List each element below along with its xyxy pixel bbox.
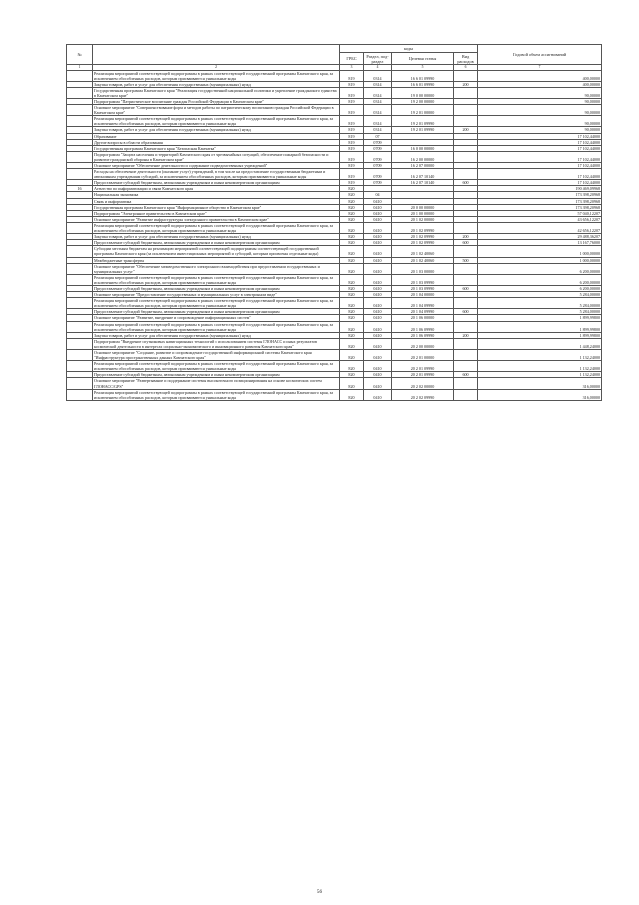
- cell-razdel: 0410: [364, 234, 392, 240]
- cell-amount: 13 167,76000: [478, 240, 602, 246]
- cell-razdel: 0410: [364, 257, 392, 263]
- cell-description: Межбюджетные трансферты: [93, 257, 340, 263]
- cell-number: [67, 222, 93, 233]
- cell-grbs: 819: [340, 81, 364, 87]
- cell-description: Закупка товаров, работ и услуг для обеспечения государственных (муниципальных) нужд: [93, 332, 340, 338]
- cell-grbs: 820: [340, 372, 364, 378]
- cell-target-article: 19 2 00 00000: [392, 98, 454, 104]
- cell-amount: 400,00000: [478, 70, 602, 81]
- cell-description: Подпрограмма "Патриотическое воспитание граждан Российской Федерации в Камчатском крае": [93, 98, 340, 104]
- cell-number: [67, 378, 93, 389]
- cell-razdel: 0410: [364, 378, 392, 389]
- cell-number: [67, 70, 93, 81]
- cell-target-article: 20 2 02 09990: [392, 389, 454, 400]
- cell-number: [67, 246, 93, 257]
- cell-grbs: 820: [340, 361, 364, 372]
- cell-target-article: 20 1 03 09990: [392, 285, 454, 291]
- cell-description: Основное мероприятие "Обеспечение межведомственного электронного взаимодействия при предоставлении государственных и муниципальных услуг": [93, 263, 340, 274]
- cell-amount: 173 398,20968: [478, 192, 602, 198]
- cell-description: Образование: [93, 133, 340, 139]
- cell-description: Государственная программа Камчатского края "Безопасная Камчатка": [93, 145, 340, 151]
- cell-number: [67, 116, 93, 127]
- cell-description: Реализация мероприятий соответствующей подпрограммы в рамках соответствующей государственной программы Камчатского края, за исключением обособленных расходов, которым присваиваются уникальные коды: [93, 274, 340, 285]
- cell-description: Предоставление субсидий бюджетным, автономным учреждениям и иным некоммерческим организациям: [93, 372, 340, 378]
- cell-razdel: 0410: [364, 315, 392, 321]
- cell-target-article: 20 1 02 00000: [392, 216, 454, 222]
- table-row: [67, 338, 602, 349]
- cell-expense-type: 200: [454, 127, 478, 133]
- cell-target-article: 20 2 00 00000: [392, 338, 454, 349]
- cell-number: [67, 263, 93, 274]
- cell-amount: 173 398,20968: [478, 204, 602, 210]
- cell-target-article: 20 2 01 09990: [392, 372, 454, 378]
- cell-target-article: 16 6 01 09990: [392, 70, 454, 81]
- cell-target-article: 20 1 03 00000: [392, 263, 454, 274]
- cell-expense-type: [454, 378, 478, 389]
- cell-grbs: 819: [340, 70, 364, 81]
- cell-expense-type: [454, 222, 478, 233]
- cell-amount: 6 200,00000: [478, 285, 602, 291]
- cell-razdel: 0410: [364, 246, 392, 257]
- cell-number: [67, 151, 93, 162]
- cell-target-article: 16 2 00 00000: [392, 151, 454, 162]
- cell-amount: 1 899,99800: [478, 321, 602, 332]
- cell-description: Предоставление субсидий бюджетным, автономным учреждениям и иным некоммерческим организациям: [93, 180, 340, 186]
- cell-grbs: 820: [340, 192, 364, 198]
- cell-amount: 57 040,12207: [478, 210, 602, 216]
- cell-amount: 1 448,24000: [478, 338, 602, 349]
- cell-amount: 6 200,00000: [478, 263, 602, 274]
- cell-amount: 17 102,44000: [478, 145, 602, 151]
- cell-amount: 400,00000: [478, 81, 602, 87]
- cell-razdel: 0314: [364, 98, 392, 104]
- cell-description: Основное мероприятие "Развитие инфраструктуры электронного правительства в Камчатском крае": [93, 216, 340, 222]
- cell-expense-type: 600: [454, 309, 478, 315]
- cell-target-article: 20 1 02 09990: [392, 222, 454, 233]
- cell-expense-type: [454, 350, 478, 361]
- cell-razdel: 0314: [364, 81, 392, 87]
- column-number: 3: [340, 65, 364, 71]
- cell-expense-type: [454, 116, 478, 127]
- cell-expense-type: [454, 389, 478, 400]
- cell-amount: 1 899,99800: [478, 332, 602, 338]
- cell-amount: 6 200,00000: [478, 274, 602, 285]
- cell-description: Подпрограмма "Защита населения и территорий Камчатского края от чрезвычайных ситуаций, обеспечение пожарной безопасности и развитие гражданской обороны в Камчатском крае": [93, 151, 340, 162]
- cell-expense-type: 600: [454, 285, 478, 291]
- cell-razdel: 0410: [364, 204, 392, 210]
- cell-description: Основное мероприятие "Развитие, внедрение и сопровождение информационных систем": [93, 315, 340, 321]
- cell-target-article: 16 2 07 10140: [392, 169, 454, 180]
- cell-expense-type: [454, 361, 478, 372]
- cell-number: [67, 321, 93, 332]
- cell-description: Предоставление субсидий бюджетным, автономным учреждениям и иным некоммерческим организациям: [93, 285, 340, 291]
- cell-expense-type: [454, 151, 478, 162]
- cell-razdel: 0410: [364, 240, 392, 246]
- cell-razdel: 0410: [364, 292, 392, 298]
- cell-grbs: 819: [340, 145, 364, 151]
- header-name: [93, 45, 340, 65]
- cell-description: Реализация мероприятий соответствующей подпрограммы в рамках соответствующей государственной программы Камчатского края, за исключением обособленных расходов, которым присваиваются уникальные коды: [93, 222, 340, 233]
- table-row: [67, 274, 602, 285]
- cell-razdel: 0410: [364, 298, 392, 309]
- cell-amount: 17 102,44000: [478, 151, 602, 162]
- cell-grbs: 820: [340, 263, 364, 274]
- cell-target-article: 20 2 01 09990: [392, 361, 454, 372]
- cell-razdel: 0410: [364, 216, 392, 222]
- cell-amount: 1 899,99800: [478, 315, 602, 321]
- table-row: [67, 298, 602, 309]
- cell-razdel: 0709: [364, 145, 392, 151]
- cell-target-article: 20 0 00 00000: [392, 204, 454, 210]
- cell-expense-type: [454, 87, 478, 98]
- cell-expense-type: 200: [454, 332, 478, 338]
- cell-target-article: 20 1 02 09990: [392, 234, 454, 240]
- cell-number: [67, 338, 93, 349]
- cell-expense-type: [454, 274, 478, 285]
- cell-razdel: 0709: [364, 139, 392, 145]
- cell-amount: 29 488,36207: [478, 234, 602, 240]
- cell-grbs: 820: [340, 204, 364, 210]
- cell-number: [67, 274, 93, 285]
- cell-amount: 90,00000: [478, 87, 602, 98]
- cell-description: Субсидии местным бюджетам на реализацию мероприятий соответствующей подпрограммы соответствующей государственной программы Камчатского края (за исключением инвестиционных мероприятий и субсидий, которым присвоены отдельные коды): [93, 246, 340, 257]
- cell-razdel: 0410: [364, 263, 392, 274]
- cell-razdel: 0314: [364, 116, 392, 127]
- cell-amount: 90,00000: [478, 116, 602, 127]
- cell-amount: 1 132,24000: [478, 372, 602, 378]
- cell-description: Основное мероприятие "Предоставление государственных и муниципальных услуг в электронном виде": [93, 292, 340, 298]
- table-row: [67, 151, 602, 162]
- cell-razdel: 0410: [364, 361, 392, 372]
- cell-grbs: 820: [340, 350, 364, 361]
- cell-razdel: 07: [364, 133, 392, 139]
- table-row: [67, 116, 602, 127]
- cell-amount: 5 284,00000: [478, 309, 602, 315]
- cell-description: Предоставление субсидий бюджетным, автономным учреждениям и иным некоммерческим организациям: [93, 240, 340, 246]
- cell-razdel: 0410: [364, 198, 392, 204]
- cell-number: [67, 361, 93, 372]
- cell-description: Реализация мероприятий соответствующей подпрограммы в рамках соответствующей государственной программы Камчатского края, за исключением обособленных расходов, которым присваиваются уникальные коды: [93, 298, 340, 309]
- cell-grbs: 820: [340, 315, 364, 321]
- cell-target-article: 20 2 01 00000: [392, 350, 454, 361]
- cell-grbs: 820: [340, 234, 364, 240]
- table-row: [67, 70, 602, 81]
- cell-description: Реализация мероприятий соответствующей подпрограммы в рамках соответствующей государственной программы Камчатского края, за исключением обособленных расходов, которым присваиваются уникальные коды: [93, 321, 340, 332]
- budget-table-sheet: [66, 44, 601, 401]
- cell-razdel: 0410: [364, 222, 392, 233]
- table-row: [67, 389, 602, 400]
- cell-expense-type: 200: [454, 81, 478, 87]
- cell-target-article: 20 1 06 00000: [392, 315, 454, 321]
- header-volume: Годовой объем ассигнований: [478, 45, 602, 65]
- cell-grbs: 820: [340, 321, 364, 332]
- cell-description: Закупка товаров, работ и услуг для обеспечения государственных (муниципальных) нужд: [93, 81, 340, 87]
- cell-grbs: 819: [340, 105, 364, 116]
- table-row: [67, 361, 602, 372]
- cell-target-article: 16 0 00 00000: [392, 145, 454, 151]
- cell-razdel: 04: [364, 192, 392, 198]
- cell-grbs: 819: [340, 116, 364, 127]
- cell-expense-type: [454, 246, 478, 257]
- cell-description: Подпрограмма "Электронное правительство в Камчатском крае": [93, 210, 340, 216]
- cell-amount: 5 284,00000: [478, 292, 602, 298]
- cell-target-article: 16 2 07 10140: [392, 180, 454, 186]
- cell-target-article: 20 1 02 40060: [392, 246, 454, 257]
- cell-grbs: 820: [340, 274, 364, 285]
- cell-target-article: 19 2 01 00000: [392, 105, 454, 116]
- cell-amount: 90,00000: [478, 98, 602, 104]
- table-row: [67, 350, 602, 361]
- cell-amount: 5 284,00000: [478, 298, 602, 309]
- cell-amount: 90,00000: [478, 105, 602, 116]
- cell-grbs: 820: [340, 292, 364, 298]
- cell-grbs: 819: [340, 133, 364, 139]
- cell-razdel: 0410: [364, 372, 392, 378]
- cell-description: Основное мероприятие "Обеспечение деятельности и содержание подведомственных учреждений": [93, 163, 340, 169]
- cell-grbs: 819: [340, 139, 364, 145]
- cell-target-article: 20 1 04 09990: [392, 298, 454, 309]
- cell-number: [67, 169, 93, 180]
- cell-razdel: 0410: [364, 321, 392, 332]
- column-number: 6: [454, 65, 478, 71]
- cell-grbs: 820: [340, 198, 364, 204]
- header-razdel: Раздел, под-раздел: [364, 53, 392, 65]
- cell-number: [67, 389, 93, 400]
- cell-razdel: 0709: [364, 180, 392, 186]
- cell-amount: 90,00000: [478, 127, 602, 133]
- cell-description: Закупка товаров, работ и услуг для обеспечения государственных (муниципальных) нужд: [93, 234, 340, 240]
- cell-grbs: 819: [340, 127, 364, 133]
- cell-amount: 17 102,44000: [478, 180, 602, 186]
- cell-razdel: 0314: [364, 70, 392, 81]
- cell-target-article: 20 2 02 00000: [392, 378, 454, 389]
- cell-expense-type: [454, 338, 478, 349]
- table-header: [67, 45, 602, 71]
- cell-grbs: 819: [340, 163, 364, 169]
- cell-expense-type: 600: [454, 180, 478, 186]
- cell-target-article: 20 1 03 09990: [392, 274, 454, 285]
- cell-razdel: 0410: [364, 389, 392, 400]
- cell-razdel: 0410: [364, 285, 392, 291]
- table-row: [67, 321, 602, 332]
- column-number: 7: [478, 65, 602, 71]
- table-row: [67, 263, 602, 274]
- cell-expense-type: [454, 263, 478, 274]
- cell-description: Связь и информатика: [93, 198, 340, 204]
- table-row: [67, 378, 602, 389]
- cell-grbs: 820: [340, 210, 364, 216]
- budget-table: [66, 44, 602, 401]
- cell-expense-type: [454, 321, 478, 332]
- cell-expense-type: [454, 105, 478, 116]
- cell-razdel: 0410: [364, 274, 392, 285]
- cell-description: Подпрограмма "Внедрение спутниковых навигационных технологий с использованием системы ГЛОНАСС и иных результатов космической деятельности в интересах социально-экономического и инновационного развития Камчатского края": [93, 338, 340, 349]
- cell-expense-type: 600: [454, 240, 478, 246]
- column-number: 5: [392, 65, 454, 71]
- cell-expense-type: [454, 169, 478, 180]
- cell-razdel: 0314: [364, 127, 392, 133]
- cell-razdel: 0314: [364, 87, 392, 98]
- cell-target-article: 20 1 06 09990: [392, 332, 454, 338]
- cell-amount: 17 102,44000: [478, 163, 602, 169]
- cell-description: Агентство по информатизации и связи Камчатского края: [93, 186, 340, 192]
- cell-number: [67, 105, 93, 116]
- column-number: 4: [364, 65, 392, 71]
- cell-grbs: 820: [340, 338, 364, 349]
- cell-number: [67, 298, 93, 309]
- cell-razdel: 0314: [364, 105, 392, 116]
- cell-expense-type: 200: [454, 234, 478, 240]
- cell-description: Основное мероприятие "Развертывание и поддержание системы высокоточного позиционирования на основе космических систем ГЛОНАСС/GPS": [93, 378, 340, 389]
- cell-amount: 43 656,12207: [478, 216, 602, 222]
- cell-amount: 190 469,09968: [478, 186, 602, 192]
- cell-amount: 316,00000: [478, 389, 602, 400]
- header-csr: Целевая статья: [392, 53, 454, 65]
- cell-description: Расходы на обеспечение деятельности (оказание услуг) учреждений, в том числе на предоставление государственным бюджетным и автономным учреждениям субсидий, за исключением обособленных расходов, которым присваиваются уникальные коды: [93, 169, 340, 180]
- cell-target-article: 20 1 00 00000: [392, 210, 454, 216]
- cell-amount: 173 398,20968: [478, 198, 602, 204]
- cell-description: Государственная программа Камчатского края "Реализация государственной национальной политики и укрепление гражданского единства в Камчатском крае": [93, 87, 340, 98]
- cell-description: Реализация мероприятий соответствующей подпрограммы в рамках соответствующей государственной программы Камчатского края, за исключением обособленных расходов, которым присваиваются уникальные коды: [93, 116, 340, 127]
- table-row: [67, 169, 602, 180]
- cell-grbs: 820: [340, 240, 364, 246]
- cell-razdel: 0410: [364, 350, 392, 361]
- cell-expense-type: [454, 298, 478, 309]
- cell-grbs: 820: [340, 222, 364, 233]
- cell-grbs: 819: [340, 169, 364, 180]
- cell-description: Другие вопросы в области образования: [93, 139, 340, 145]
- cell-amount: 17 102,44000: [478, 169, 602, 180]
- cell-description: Предоставление субсидий бюджетным, автономным учреждениям и иным некоммерческим организациям: [93, 309, 340, 315]
- cell-amount: 17 102,44000: [478, 133, 602, 139]
- cell-amount: 1 132,24000: [478, 350, 602, 361]
- cell-target-article: 16 2 07 00000: [392, 163, 454, 169]
- cell-razdel: 0410: [364, 332, 392, 338]
- cell-amount: 42 656,12207: [478, 222, 602, 233]
- cell-number: [67, 350, 93, 361]
- cell-razdel: 0709: [364, 163, 392, 169]
- cell-razdel: 0709: [364, 169, 392, 180]
- cell-grbs: 819: [340, 98, 364, 104]
- cell-description: Реализация мероприятий соответствующей подпрограммы в рамках соответствующей государственной программы Камчатского края, за исключением обособленных расходов, которым присваиваются уникальные коды: [93, 389, 340, 400]
- cell-target-article: 20 1 02 40060: [392, 257, 454, 263]
- header-num: №: [67, 45, 93, 65]
- header-codes: коды: [340, 45, 478, 53]
- header-vid: Вид расходов: [454, 53, 478, 65]
- page-number: 56: [316, 889, 323, 895]
- cell-grbs: 820: [340, 298, 364, 309]
- cell-grbs: 819: [340, 180, 364, 186]
- cell-amount: 1 000,00000: [478, 246, 602, 257]
- cell-description: Государственная программа Камчатского края "Информационное общество в Камчатском крае": [93, 204, 340, 210]
- cell-target-article: 19 2 01 09990: [392, 116, 454, 127]
- table-row: [67, 105, 602, 116]
- cell-amount: 17 102,44000: [478, 139, 602, 145]
- cell-description: Закупка товаров, работ и услуг для обеспечения государственных (муниципальных) нужд: [93, 127, 340, 133]
- column-number: 1: [67, 65, 93, 71]
- cell-number: 16: [67, 186, 93, 192]
- cell-grbs: 820: [340, 332, 364, 338]
- header-grbs: ГРБС: [340, 53, 364, 65]
- column-number: 2: [93, 65, 340, 71]
- cell-target-article: 19 2 01 09990: [392, 127, 454, 133]
- cell-grbs: 820: [340, 246, 364, 257]
- cell-description: Реализация мероприятий соответствующей подпрограммы в рамках соответствующей государственной программы Камчатского края, за исключением обособленных расходов, которым присваиваются уникальные коды: [93, 361, 340, 372]
- cell-target-article: 19 0 00 00000: [392, 87, 454, 98]
- cell-description: Основное мероприятие "Создание, развитие и сопровождение государственной информационной системы Камчатского края "Инфраструктура пространственных данных Камчатского края": [93, 350, 340, 361]
- cell-razdel: 0709: [364, 151, 392, 162]
- table-row: [67, 222, 602, 233]
- cell-amount: 1 132,24000: [478, 361, 602, 372]
- cell-grbs: 820: [340, 309, 364, 315]
- cell-razdel: 0410: [364, 309, 392, 315]
- cell-description: Национальная экономика: [93, 192, 340, 198]
- cell-target-article: 20 1 04 00000: [392, 292, 454, 298]
- cell-number: [67, 87, 93, 98]
- cell-grbs: 820: [340, 186, 364, 192]
- cell-target-article: 20 1 04 09990: [392, 309, 454, 315]
- cell-grbs: 820: [340, 378, 364, 389]
- cell-description: Основное мероприятие "Совершенствование форм и методов работы по патриотическому воспитанию граждан Российской Федерации в Камчатском крае": [93, 105, 340, 116]
- cell-grbs: 820: [340, 257, 364, 263]
- cell-target-article: 20 1 06 09990: [392, 321, 454, 332]
- cell-amount: 316,00000: [478, 378, 602, 389]
- cell-description: Реализация мероприятий соответствующей подпрограммы в рамках соответствующей государственной программы Камчатского края, за исключением обособленных расходов, которым присваиваются уникальные коды: [93, 70, 340, 81]
- cell-grbs: 820: [340, 216, 364, 222]
- cell-target-article: 16 6 01 09990: [392, 81, 454, 87]
- cell-expense-type: 600: [454, 372, 478, 378]
- table-row: [67, 246, 602, 257]
- cell-grbs: 820: [340, 389, 364, 400]
- cell-razdel: 0410: [364, 338, 392, 349]
- cell-razdel: 0410: [364, 210, 392, 216]
- cell-grbs: 819: [340, 151, 364, 162]
- cell-expense-type: [454, 70, 478, 81]
- cell-amount: 1 000,00000: [478, 257, 602, 263]
- cell-grbs: 819: [340, 87, 364, 98]
- cell-expense-type: 500: [454, 257, 478, 263]
- table-body: [67, 70, 602, 400]
- cell-target-article: 20 1 02 09990: [392, 240, 454, 246]
- table-row: [67, 87, 602, 98]
- cell-grbs: 820: [340, 285, 364, 291]
